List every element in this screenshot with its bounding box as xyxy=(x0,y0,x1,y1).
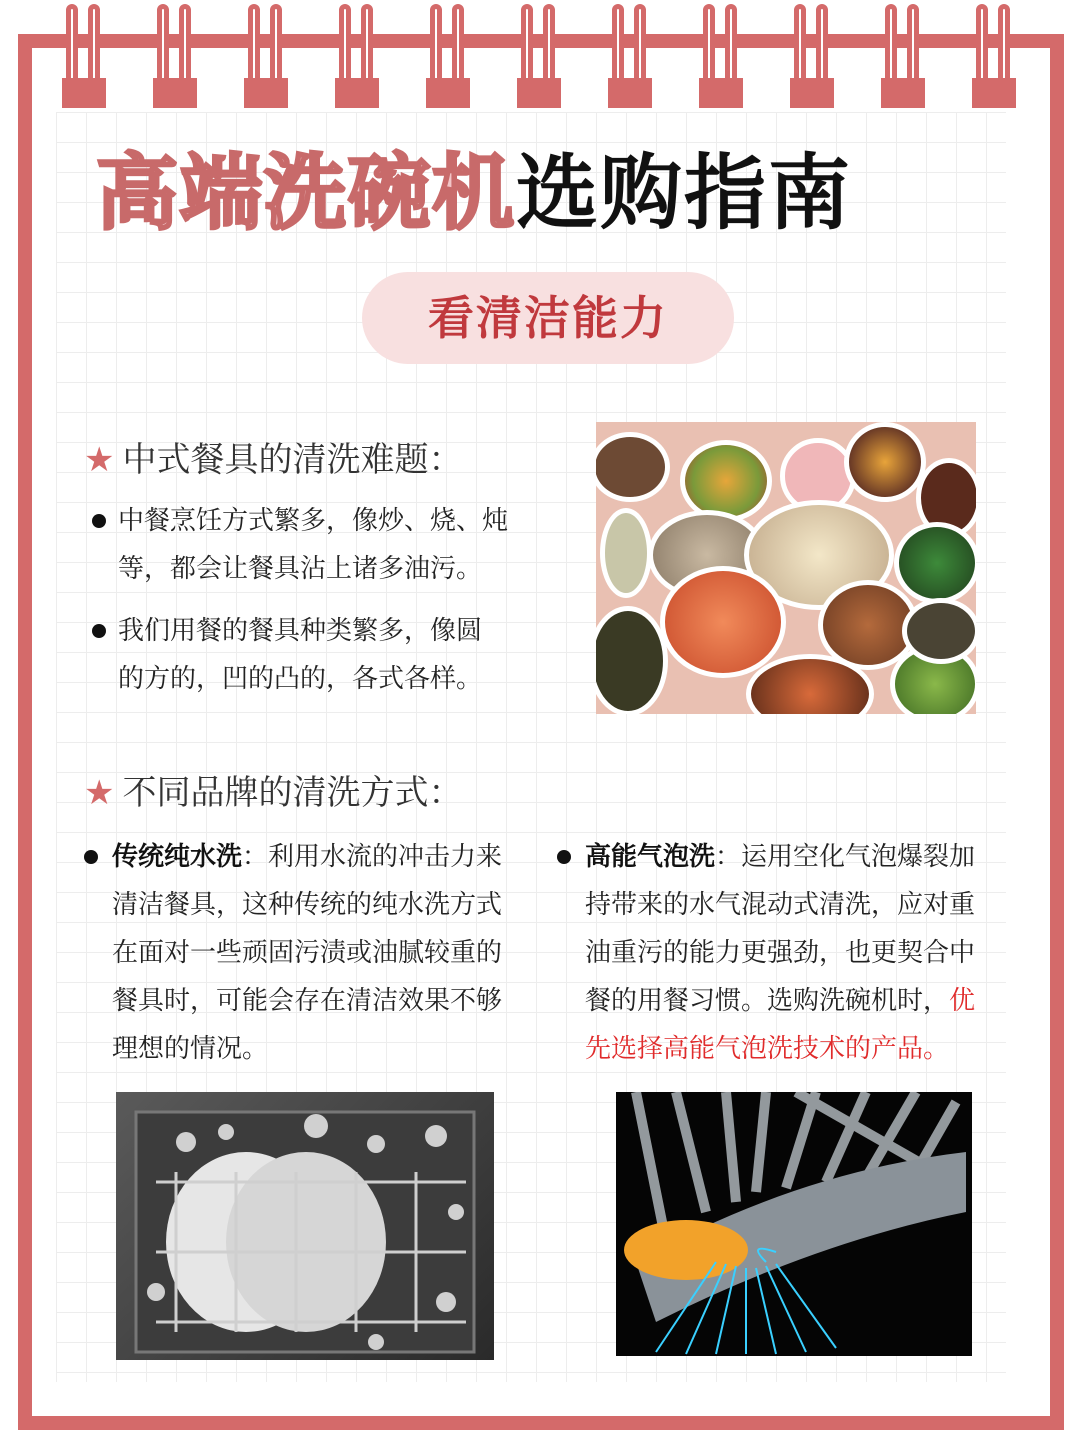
highlight-text: 先选择高能气泡洗技术的产品。 xyxy=(585,1034,950,1064)
section1-heading xyxy=(84,432,462,481)
spray-illustration xyxy=(616,1092,972,1356)
binding-ring xyxy=(62,0,106,108)
binding-ring xyxy=(699,0,743,108)
term-bubble-wash: 高能气泡洗 xyxy=(585,842,716,872)
text-line: 油重污的能力更强劲，也更契合中 xyxy=(585,938,976,968)
bullet-dot-icon xyxy=(557,850,571,864)
bubble-wash-text xyxy=(585,833,1015,1073)
bullet-line: 的方的，凹的凸的，各式各样。 xyxy=(118,664,483,694)
section2-heading xyxy=(84,765,462,814)
section2-heading-text: 不同品牌的清洗方式： xyxy=(122,773,463,813)
bullet-dot-icon xyxy=(92,624,106,638)
section1-bullet-1 xyxy=(118,497,508,593)
traditional-wash-text xyxy=(112,833,536,1073)
binding-ring xyxy=(517,0,561,108)
binding-ring xyxy=(608,0,652,108)
binding-ring xyxy=(153,0,197,108)
binding-ring xyxy=(972,0,1016,108)
bullet-dot-icon xyxy=(84,850,98,864)
binding-ring xyxy=(881,0,925,108)
section1-heading-text: 中式餐具的清洗难题： xyxy=(122,440,463,480)
text-line: ：利用水流的冲击力来 xyxy=(242,842,503,872)
title-part2: 选购指南 xyxy=(516,146,853,241)
text-line: 理想的情况。 xyxy=(112,1034,269,1064)
page-title xyxy=(96,128,996,248)
dishwasher-rack-image xyxy=(116,1092,494,1360)
binding-ring xyxy=(335,0,379,108)
binding-ring xyxy=(426,0,470,108)
term-traditional-wash: 传统纯水洗 xyxy=(112,842,243,872)
bullet-dot-icon xyxy=(92,514,106,528)
text-line: 清洁餐具，这种传统的纯水洗方式 xyxy=(112,890,503,920)
bullet-line: 等，都会让餐具沾上诸多油污。 xyxy=(118,554,483,584)
subtitle-pill: 看清洁能力 xyxy=(362,272,734,364)
binding-ring xyxy=(790,0,834,108)
binding-ring xyxy=(244,0,288,108)
text-line: 餐具时，可能会存在清洁效果不够 xyxy=(112,986,503,1016)
bullet-line: 中餐烹饪方式繁多，像炒、烧、炖 xyxy=(118,506,509,536)
star-icon: ★ xyxy=(84,773,115,813)
star-icon: ★ xyxy=(84,440,115,480)
text-line: 持带来的水气混动式清洗，应对重 xyxy=(585,890,976,920)
text-line: 餐的用餐习惯。选购洗碗机时， xyxy=(585,986,950,1016)
rack-illustration xyxy=(116,1092,494,1360)
text-line: ：运用空化气泡爆裂加 xyxy=(715,842,976,872)
text-line: 在面对一些顽固污渍或油腻较重的 xyxy=(112,938,503,968)
section1-bullet-2 xyxy=(118,607,482,703)
highlight-text: 优 xyxy=(949,986,976,1016)
bubble-spray-image xyxy=(616,1092,972,1356)
title-part1: 高端洗碗机 xyxy=(96,146,517,241)
bullet-line: 我们用餐的餐具种类繁多，像圆 xyxy=(118,616,483,646)
chinese-dishes-photo xyxy=(596,422,976,714)
